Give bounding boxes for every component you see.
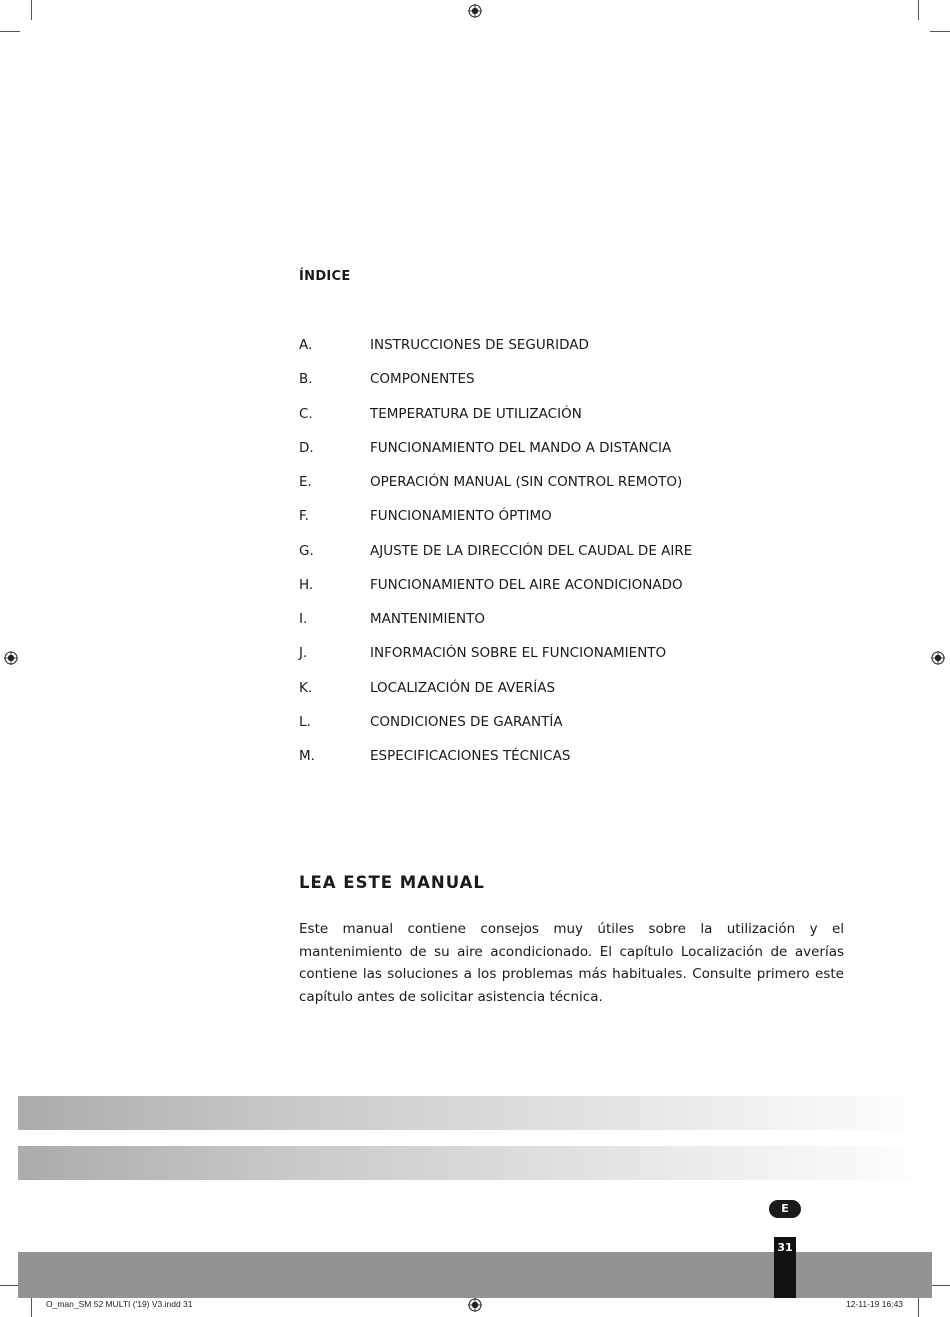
crop-mark [918, 0, 919, 20]
toc-letter: I. [299, 611, 308, 627]
crop-mark [0, 31, 20, 32]
toc-label: ESPECIFICACIONES TÉCNICAS [370, 748, 571, 764]
toc-letter: J. [299, 645, 308, 662]
toc-item [299, 371, 859, 405]
slug-filename: O_man_SM 52 MULTI ('19) V3.indd 31 [46, 1299, 193, 1309]
toc-letter: L. [299, 713, 311, 730]
toc-item [299, 748, 859, 782]
toc-label: FUNCIONAMIENTO ÓPTIMO [370, 508, 552, 525]
decorative-band [18, 1146, 932, 1180]
toc-item [299, 577, 859, 611]
toc-item [299, 508, 859, 542]
toc-item [299, 680, 859, 714]
toc-item [299, 543, 859, 577]
section-title: LEA ESTE MANUAL [299, 873, 485, 892]
toc-label: MANTENIMIENTO [370, 611, 485, 627]
crop-mark [31, 0, 32, 20]
toc-letter: H. [299, 576, 314, 593]
toc-list [299, 337, 859, 782]
crop-mark [930, 31, 950, 32]
toc-label: TEMPERATURA DE UTILIZACIÓN [370, 405, 582, 422]
toc-label: OPERACIÓN MANUAL (SIN CONTROL REMOTO) [370, 474, 683, 490]
toc-label: FUNCIONAMIENTO DEL MANDO A DISTANCIA [370, 439, 672, 456]
toc-letter: C. [299, 405, 313, 422]
toc-letter: G. [299, 542, 314, 559]
toc-item [299, 611, 859, 645]
crop-mark [0, 1285, 20, 1286]
toc-item [299, 406, 859, 440]
toc-item [299, 645, 859, 679]
toc-item [299, 337, 859, 371]
toc-letter: A. [299, 337, 313, 353]
registration-mark-icon [468, 4, 482, 18]
toc-label: AJUSTE DE LA DIRECCIÓN DEL CAUDAL DE AIRE [370, 542, 693, 559]
toc-title: ÍNDICE [299, 269, 351, 284]
crop-mark [930, 1285, 950, 1286]
toc-letter: E. [299, 474, 312, 490]
toc-letter: K. [299, 679, 313, 696]
crop-mark [31, 1297, 32, 1317]
toc-item [299, 714, 859, 748]
decorative-band [18, 1096, 932, 1130]
registration-mark-icon [4, 651, 18, 665]
crop-mark [918, 1297, 919, 1317]
toc-label: COMPONENTES [370, 371, 475, 388]
slug-date: 12-11-19 16:43 [846, 1299, 904, 1309]
toc-label: INFORMACIÓN SOBRE EL FUNCIONAMIENTO [370, 645, 667, 662]
toc-label: INSTRUCCIONES DE SEGURIDAD [370, 337, 589, 353]
toc-label: LOCALIZACIÓN DE AVERÍAS [370, 679, 556, 696]
toc-letter: B. [299, 371, 313, 388]
registration-mark-icon [468, 1298, 482, 1312]
toc-letter: F. [299, 508, 309, 525]
page-number: 31 [774, 1237, 796, 1298]
toc-item [299, 440, 859, 474]
toc-letter: D. [299, 439, 314, 456]
toc-label: CONDICIONES DE GARANTÍA [370, 713, 563, 730]
registration-mark-icon [931, 651, 945, 665]
section-body: Este manual contiene consejos muy útiles sobre la utilización y el mantenimiento de su aire acondicionado. El capítulo Localización de averías contiene las soluciones a los problemas más habituales. Consulte primero este capítulo antes de solicitar asistencia técnica. [299, 921, 844, 1005]
toc-item [299, 474, 859, 508]
language-badge: E [769, 1200, 801, 1218]
toc-label: FUNCIONAMIENTO DEL AIRE ACONDICIONADO [370, 576, 683, 593]
toc-letter: M. [299, 748, 315, 764]
